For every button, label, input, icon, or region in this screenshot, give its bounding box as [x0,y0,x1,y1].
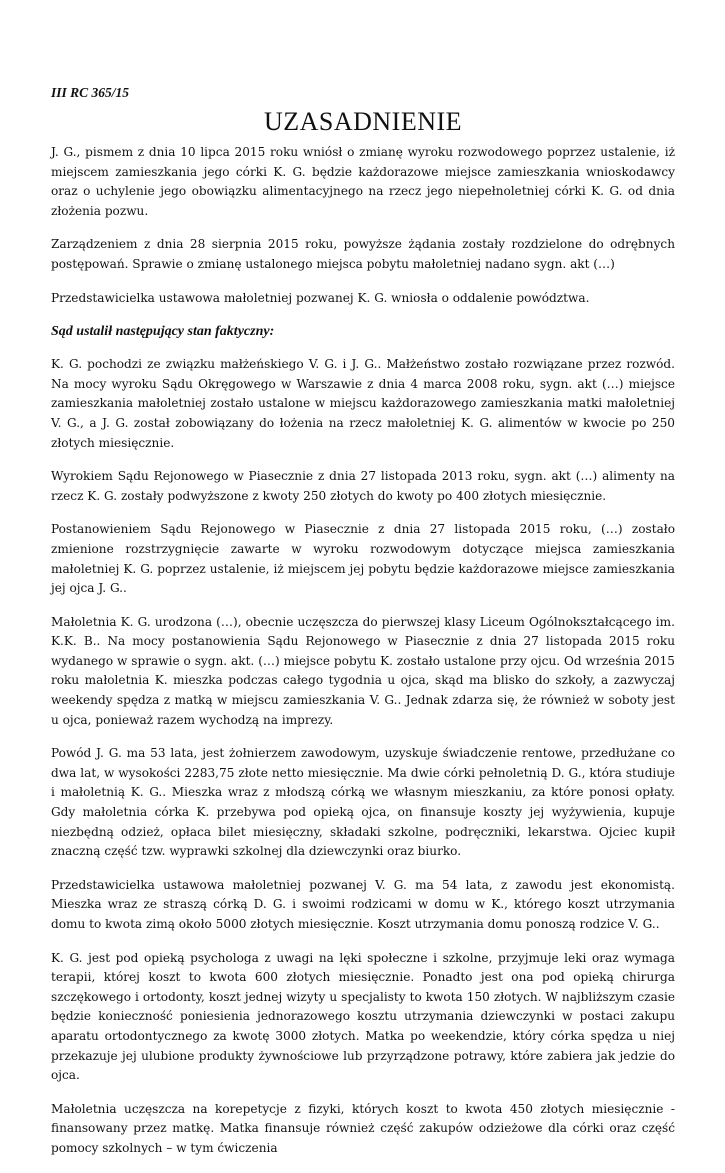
paragraph-fact: Małoletnia K. G. urodzona (…), obecnie uczęszcza do pierwszej klasy Liceum Ogólnokształcącego im. K.K. B.. Na mocy postanowienia Sądu Rejonowego w Piasecznie z dnia 27 listopada 2015 roku wydanego w sprawie o sygn. akt. (…) miejsce pobytu K. zostało ustalone przy ojcu. Od września 2015 roku małoletnia K. mieszka podczas całego tygodnia u ojca, skąd ma blisko do szkoły, a zazwyczaj weekendy spędza z matką w miejscu zamieszkania V. G.. Jednak zdarza się, że również w soboty jest u ojca, ponieważ razem wychodzą na imprezy. [51,614,675,727]
paragraph-fact: Powód J. G. ma 53 lata, jest żołnierzem zawodowym, uzyskuje świadczenie rentowe, przedłużane co dwa lat, w wysokości 2283,75 złote netto miesięcznie. Ma dwie córki pełnoletnią D. G., która studiuje i małoletnią K. G.. Mieszka wraz z młodszą córką we własnym mieszkaniu, za które ponosi opłaty. Gdy małoletnia córka K. przebywa pod opieką ojca, on finansuje koszty jej wyżywienia, kupuje niezbędną odzież, opłaca bilet miesięczny, składaki szkolne, podręczniki, lekarstwa. Ojciec kupił znaczną część tzw. wyprawki szkolnej dla dziewczynki oraz biurko. [51,746,675,859]
paragraph-fact: Postanowieniem Sądu Rejonowego w Piasecznie z dnia 27 listopada 2015 roku, (…) zostało zmienione rozstrzygnięcie zawarte w wyroku rozwodowym dotyczące miejsca zamieszkania małoletniej K. G. poprzez ustalenie, iż miejscem jej pobytu będzie każdorazowe miejsce zamieszkania jej ojca J. G.. [51,522,675,596]
paragraph-defense: Przedstawicielka ustawowa małoletniej pozwanej K. G. wniosła o oddalenie powództwa. [51,290,590,305]
document-page [51,84,675,1173]
paragraph-order: Zarządzeniem z dnia 28 sierpnia 2015 roku, powyższe żądania zostały rozdzielone do odrębnych postępowań. Sprawie o zmianę ustalonego miejsca pobytu małoletniej nadano sygn. akt (…) [51,237,675,271]
paragraph-fact: Przedstawicielka ustawowa małoletniej pozwanej V. G. ma 54 lata, z zawodu jest ekonomistą. Mieszka wraz ze straszą córką D. G. i swoimi rodzicami w domu w K., którego koszt utrzymania domu to kwota zimą około 5000 złotych miesięcznie. Koszt utrzymania domu ponoszą rodzice V. G.. [51,877,675,931]
section-heading-facts: Sąd ustalił następujący stan faktyczny: [51,324,275,340]
paragraph-fact: Wyrokiem Sądu Rejonowego w Piasecznie z dnia 27 listopada 2013 roku, sygn. akt (…) alimenty na rzecz K. G. zostały podwyższone z kwoty 250 złotych do kwoty po 400 złotych miesięcznie. [51,469,675,503]
case-number: III RC 365/15 [51,85,130,100]
paragraph-fact: K. G. jest pod opieką psychologa z uwagi na lęki społeczne i szkolne, przyjmuje leki oraz wymaga terapii, której koszt to kwota 600 złotych miesięcznie. Ponadto jest ona pod opieką chirurga szczękowego i ortodonty, koszt jednej wizyty u specjalisty to kwota 150 złotych. W najbliższym czasie będzie konieczność poniesienia jednorazowego kosztu utrzymania dziewczynki w postaci zakupu aparatu ortodontycznego za kwotę 3000 złotych. Matka po weekendzie, który córka spędza u niej przekazuje jej ulubione produkty żywnościowe lub przyrządzone potrawy, które zabiera jak jedzie do ojca. [51,950,675,1083]
paragraph-fact: Małoletnia uczęszcza na korepetycje z fizyki, których koszt to kwota 450 złotych miesięcznie - finansowany przez matkę. Matka finansuje również część zakupów odzieżowe dla córki oraz część pomocy szkolnych – w tym ćwiczenia [51,1101,675,1155]
paragraph-claim: J. G., pismem z dnia 10 lipca 2015 roku wniósł o zmianę wyroku rozwodowego poprzez ustalenie, iż miejscem zamieszkania jego córki K. G. będzie każdorazowe miejsce zamieszkania wnioskodawcy oraz o uchylenie jego obowiązku alimentacyjnego na rzecz jego niepełnoletniej córki K. G. od dnia złożenia pozwu. [51,145,675,218]
document-title: UZASADNIENIE [263,107,463,136]
paragraph-fact: K. G. pochodzi ze związku małżeńskiego V. G. i J. G.. Małżeństwo zostało rozwiązane przez rozwód. Na mocy wyroku Sądu Okręgowego w Warszawie z dnia 4 marca 2008 roku, sygn. akt (…) miejsce zamieszkania małoletniej zostało ustalone w miejscu każdorazowego zamieszkania matki małoletniej V. G., a J. G. został zobowiązany do łożenia na rzecz małoletniej K. G. alimentów w kwocie po 250 złotych miesięcznie. [51,357,675,450]
